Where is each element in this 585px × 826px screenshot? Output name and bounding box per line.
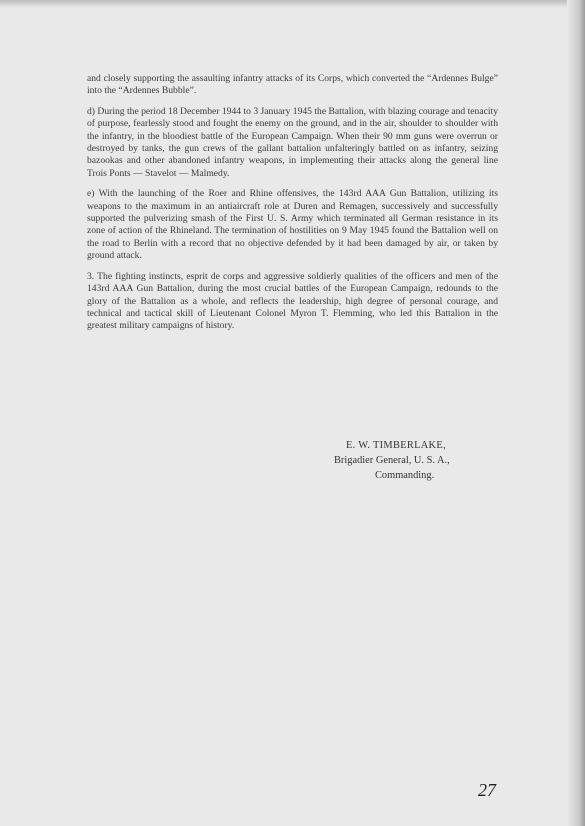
paragraph-d: d) During the period 18 December 1944 to 3 January 1945 the Battalion, with blazing courage and tenacity of purpose, fearlessly stood and fought the enemy on the ground, and in the air, shoulder to shoulder with the infantry, in the bloodiest battle of the European Campaign. When their 90 mm guns were overrun or destroyed by tanks, the gun crews of the gallant battalion unfalteringly battled on as infantry, seizing bazookas and other abandoned infantry weapons, in implementing their attacks along the general line Trois Ponts — Stavelot — Malmedy. (87, 105, 498, 179)
page-binding-edge (567, 0, 585, 826)
paragraph-continuation: and closely supporting the assaulting infantry attacks of its Corps, which converted the “Ardennes Bulge” into the “Ardennes Bubble”. (87, 73, 498, 97)
page-top-edge (0, 0, 585, 8)
signatory-role: Commanding. (375, 470, 435, 481)
paragraph-3: 3. The fighting instincts, esprit de corps and aggressive soldierly qualities of the officers and men of the 143rd AAA Gun Battalion, during the most crucial battles of the European Campaign, redounds to the glory of the Battalion as a whole, and reflects the leadership, high degree of personal courage, and technical and tactical skill of Lieutenant Colonel Myron T. Flemming, who led this Battalion in the greatest military campaigns of history. (87, 270, 498, 332)
page-number: 27 (478, 780, 496, 800)
signatory-name: E. W. TIMBERLAKE, (346, 440, 446, 451)
signatory-rank: Brigadier General, U. S. A., (334, 455, 450, 466)
paragraph-e: e) With the launching of the Roer and Rhine offensives, the 143rd AAA Gun Battalion, utilizing its weapons to the maximum in an antiaircraft role at Duren and Remagen, successively and successfully supported the pulverizing smash of the First U. S. Army which terminated all German resistance in its zone of action of the Rhineland. The termination of hostilities on 9 May 1945 found the Battalion well on the road to Berlin with a record that no objective defended by it had been damaged by air, or taken by ground attack. (87, 188, 498, 262)
body-text (87, 73, 498, 341)
signature-block (300, 438, 500, 483)
